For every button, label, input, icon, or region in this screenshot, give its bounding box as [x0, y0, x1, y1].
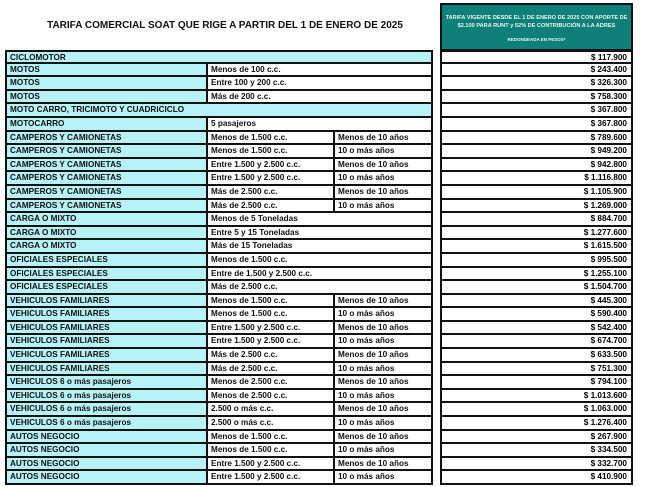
- price-value: $ 367.800: [440, 104, 633, 116]
- price-value: $ 334.500: [440, 444, 633, 456]
- vehicle-age: Menos de 10 años: [335, 186, 433, 198]
- vehicle-age: Menos de 10 años: [335, 132, 433, 144]
- table-row: [5, 213, 433, 227]
- table-row: [5, 77, 433, 91]
- price-row: [440, 118, 633, 132]
- vehicle-category: VEHICULOS FAMILIARES: [5, 308, 208, 320]
- vehicle-category: CAMPEROS Y CAMIONETAS: [5, 145, 208, 157]
- vehicle-category: CAMPEROS Y CAMIONETAS: [5, 186, 208, 198]
- vehicle-spec: Entre 100 y 200 c.c.: [208, 77, 433, 89]
- price-value: $ 949.200: [440, 145, 633, 157]
- price-row: [440, 213, 633, 227]
- price-value: $ 590.400: [440, 308, 633, 320]
- price-row: [440, 254, 633, 268]
- vehicle-age: 10 o más años: [335, 200, 433, 212]
- vehicle-category: VEHICULOS FAMILIARES: [5, 363, 208, 375]
- price-row: [440, 132, 633, 146]
- table-row: [5, 240, 433, 254]
- price-row: [440, 240, 633, 254]
- price-row: [440, 295, 633, 309]
- price-value: $ 633.500: [440, 349, 633, 361]
- price-value: $ 1.504.700: [440, 281, 633, 293]
- price-row: [440, 363, 633, 377]
- vehicle-spec: Menos de 1.500 c.c.: [208, 254, 433, 266]
- price-row: [440, 172, 633, 186]
- vehicle-spec: Más de 15 Toneladas: [208, 240, 433, 252]
- price-row: [440, 322, 633, 336]
- price-row: [440, 186, 633, 200]
- price-value: $ 789.600: [440, 132, 633, 144]
- table-row: [5, 322, 433, 336]
- price-row: [440, 444, 633, 458]
- price-value: $ 1.277.600: [440, 227, 633, 239]
- vehicle-category: CARGA O MIXTO: [5, 227, 208, 239]
- table-row: [5, 376, 433, 390]
- price-row: [440, 431, 633, 445]
- price-row: [440, 471, 633, 485]
- price-row: [440, 64, 633, 78]
- vehicle-category: OFICIALES ESPECIALES: [5, 281, 208, 293]
- price-value: $ 1.116.800: [440, 172, 633, 184]
- price-row: [440, 77, 633, 91]
- price-value: $ 1.269.000: [440, 200, 633, 212]
- vehicle-age: 10 o más años: [335, 363, 433, 375]
- table-row: [5, 403, 433, 417]
- vehicle-spec: Más de 200 c.c.: [208, 91, 433, 103]
- vehicle-spec: Entre 1.500 y 2.500 c.c.: [208, 335, 335, 347]
- price-row: [440, 145, 633, 159]
- vehicle-spec: Menos de 1.500 c.c.: [208, 308, 335, 320]
- vehicle-age: 10 o más años: [335, 308, 433, 320]
- vehicle-spec: Menos de 1.500 c.c.: [208, 431, 335, 443]
- vehicle-age: 10 o más años: [335, 145, 433, 157]
- vehicle-spec: Entre 5 y 15 Toneladas: [208, 227, 433, 239]
- price-value: $ 410.900: [440, 471, 633, 483]
- price-value: $ 267.900: [440, 431, 633, 443]
- vehicle-spec: Entre 1.500 y 2.500 c.c.: [208, 458, 335, 470]
- price-value: $ 995.500: [440, 254, 633, 266]
- vehicle-spec: Más de 2.500 c.c.: [208, 349, 335, 361]
- table-row: [5, 104, 433, 118]
- price-row: [440, 458, 633, 472]
- vehicle-age: 10 o más años: [335, 390, 433, 402]
- vehicle-category: CARGA O MIXTO: [5, 240, 208, 252]
- vehicle-category: MOTOS: [5, 91, 208, 103]
- vehicle-spec: Más de 2.500 c.c.: [208, 200, 335, 212]
- price-value: $ 117.900: [440, 52, 633, 62]
- price-row: [440, 50, 633, 64]
- price-value: $ 243.400: [440, 64, 633, 76]
- table-row: [5, 186, 433, 200]
- price-value: $ 445.300: [440, 295, 633, 307]
- vehicle-category: MOTO CARRO, TRICIMOTO Y CUADRICICLO: [5, 104, 433, 116]
- price-row: [440, 417, 633, 431]
- price-row: [440, 281, 633, 295]
- table-row: [5, 64, 433, 78]
- vehicle-category: VEHICULOS FAMILIARES: [5, 335, 208, 347]
- table-row: [5, 390, 433, 404]
- vehicle-age: 10 o más años: [335, 471, 433, 483]
- vehicle-spec: Menos de 2.500 c.c.: [208, 390, 335, 402]
- price-value: $ 1.063.000: [440, 403, 633, 415]
- vehicle-spec: Menos de 5 Toneladas: [208, 213, 433, 225]
- table-row: [5, 254, 433, 268]
- table-row: [5, 227, 433, 241]
- table-row: [5, 132, 433, 146]
- vehicle-category: MOTOCARRO: [5, 118, 208, 130]
- table-row: [5, 50, 433, 64]
- table-row: [5, 335, 433, 349]
- vehicle-category: CAMPEROS Y CAMIONETAS: [5, 200, 208, 212]
- price-row: [440, 349, 633, 363]
- price-row: [440, 227, 633, 241]
- vehicle-category: CICLOMOTOR: [5, 52, 433, 62]
- vehicle-age: Menos de 10 años: [335, 295, 433, 307]
- vehicle-category: VEHICULOS 6 o más pasajeros: [5, 417, 208, 429]
- vehicle-age: Menos de 10 años: [335, 322, 433, 334]
- vehicle-age: Menos de 10 años: [335, 159, 433, 171]
- table-row: [5, 159, 433, 173]
- price-value: $ 367.800: [440, 118, 633, 130]
- vehicle-spec: Menos de 2.500 c.c.: [208, 376, 335, 388]
- table-row: [5, 118, 433, 132]
- vehicle-category: CARGA O MIXTO: [5, 213, 208, 225]
- price-row: [440, 308, 633, 322]
- price-column-header: [440, 3, 633, 51]
- price-value: $ 884.700: [440, 213, 633, 225]
- price-value: $ 332.700: [440, 458, 633, 470]
- price-row: [440, 403, 633, 417]
- price-value: $ 1.105.900: [440, 186, 633, 198]
- vehicle-spec: 2.500 o más c.c.: [208, 403, 335, 415]
- price-value: $ 1.276.400: [440, 417, 633, 429]
- vehicle-category: CAMPEROS Y CAMIONETAS: [5, 159, 208, 171]
- vehicle-category: OFICIALES ESPECIALES: [5, 254, 208, 266]
- price-value: $ 1.255.100: [440, 268, 633, 280]
- price-value: $ 794.100: [440, 376, 633, 388]
- price-value: $ 758.300: [440, 91, 633, 103]
- price-value: $ 1.013.600: [440, 390, 633, 402]
- vehicle-age: 10 o más años: [335, 335, 433, 347]
- vehicle-age: Menos de 10 años: [335, 349, 433, 361]
- price-value: $ 674.700: [440, 335, 633, 347]
- table-row: [5, 308, 433, 322]
- vehicle-category: AUTOS NEGOCIO: [5, 471, 208, 483]
- vehicle-category: AUTOS NEGOCIO: [5, 458, 208, 470]
- vehicle-age: Menos de 10 años: [335, 458, 433, 470]
- vehicle-spec: Entre 1.500 y 2.500 c.c.: [208, 172, 335, 184]
- vehicle-category: MOTOS: [5, 77, 208, 89]
- table-row: [5, 172, 433, 186]
- vehicle-category: CAMPEROS Y CAMIONETAS: [5, 132, 208, 144]
- vehicle-spec: Menos de 1.500 c.c.: [208, 295, 335, 307]
- price-table: [440, 50, 633, 485]
- vehicle-spec: Menos de 1.500 c.c.: [208, 145, 335, 157]
- vehicle-age: 10 o más años: [335, 417, 433, 429]
- table-row: [5, 281, 433, 295]
- vehicle-spec: Más de 2.500 c.c.: [208, 186, 335, 198]
- vehicle-age: 10 o más años: [335, 172, 433, 184]
- price-value: $ 542.400: [440, 322, 633, 334]
- vehicle-table: [5, 50, 433, 485]
- vehicle-age: Menos de 10 años: [335, 376, 433, 388]
- vehicle-spec: Entre 1.500 y 2.500 c.c.: [208, 322, 335, 334]
- vehicle-category: VEHICULOS FAMILIARES: [5, 322, 208, 334]
- table-row: [5, 268, 433, 282]
- vehicle-spec: Menos de 1.500 c.c.: [208, 444, 335, 456]
- vehicle-category: VEHICULOS FAMILIARES: [5, 295, 208, 307]
- price-row: [440, 104, 633, 118]
- price-row: [440, 91, 633, 105]
- table-row: [5, 444, 433, 458]
- vehicle-category: VEHICULOS FAMILIARES: [5, 349, 208, 361]
- price-row: [440, 159, 633, 173]
- vehicle-spec: Entre 1.500 y 2.500 c.c.: [208, 471, 335, 483]
- table-row: [5, 200, 433, 214]
- vehicle-spec: Más de 2.500 c.c.: [208, 281, 433, 293]
- table-row: [5, 295, 433, 309]
- vehicle-category: CAMPEROS Y CAMIONETAS: [5, 172, 208, 184]
- vehicle-category: VEHICULOS 6 o más pasajeros: [5, 376, 208, 388]
- table-row: [5, 349, 433, 363]
- vehicle-category: MOTOS: [5, 64, 208, 76]
- vehicle-category: VEHICULOS 6 o más pasajeros: [5, 403, 208, 415]
- table-row: [5, 471, 433, 485]
- table-row: [5, 458, 433, 472]
- page-title: TARIFA COMERCIAL SOAT QUE RIGE A PARTIR DEL 1 DE ENERO DE 2025: [47, 20, 403, 31]
- vehicle-age: Menos de 10 años: [335, 403, 433, 415]
- price-header-note: REDONDEADA EN PESOS*: [507, 37, 566, 42]
- vehicle-spec: 5 pasajeros: [208, 118, 433, 130]
- table-row: [5, 145, 433, 159]
- price-value: $ 1.615.500: [440, 240, 633, 252]
- price-value: $ 942.800: [440, 159, 633, 171]
- table-row: [5, 417, 433, 431]
- price-value: $ 751.300: [440, 363, 633, 375]
- vehicle-spec: Menos de 1.500 c.c.: [208, 132, 335, 144]
- vehicle-spec: Entre 1.500 y 2.500 c.c.: [208, 159, 335, 171]
- vehicle-spec: Menos de 100 c.c.: [208, 64, 433, 76]
- vehicle-spec: Entre de 1.500 y 2.500 c.c.: [208, 268, 433, 280]
- vehicle-category: AUTOS NEGOCIO: [5, 444, 208, 456]
- vehicle-category: OFICIALES ESPECIALES: [5, 268, 208, 280]
- table-row: [5, 363, 433, 377]
- price-row: [440, 200, 633, 214]
- price-row: [440, 376, 633, 390]
- vehicle-spec: 2.500 o más c.c.: [208, 417, 335, 429]
- price-value: $ 326.300: [440, 77, 633, 89]
- vehicle-age: Menos de 10 años: [335, 431, 433, 443]
- table-row: [5, 431, 433, 445]
- price-row: [440, 268, 633, 282]
- vehicle-age: 10 o más años: [335, 444, 433, 456]
- price-row: [440, 335, 633, 349]
- vehicle-category: AUTOS NEGOCIO: [5, 431, 208, 443]
- vehicle-category: VEHICULOS 6 o más pasajeros: [5, 390, 208, 402]
- table-row: [5, 91, 433, 105]
- price-row: [440, 390, 633, 404]
- price-header-text: TARIFA VIGENTE DESDE EL 1 DE ENERO DE 2025 CON APORTE DE $2.100 PARA RUNT y 52% DE CONTRIBUCIÓN A LA ADRES: [445, 15, 628, 29]
- vehicle-spec: Más de 2.500 c.c.: [208, 363, 335, 375]
